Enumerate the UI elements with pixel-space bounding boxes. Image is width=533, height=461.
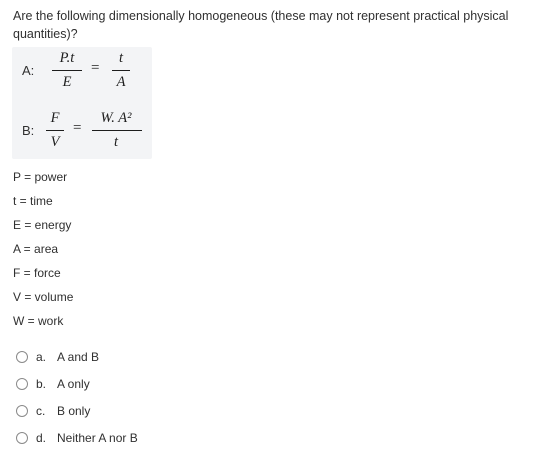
definition-energy: E = energy bbox=[13, 218, 72, 232]
option-b-letter: b. bbox=[36, 377, 47, 391]
formula-a-left-denominator: E bbox=[62, 74, 72, 90]
formula-b-left-fraction-bar bbox=[46, 130, 64, 131]
option-b-label: A only bbox=[57, 377, 90, 391]
formula-a-equals: = bbox=[91, 60, 100, 76]
radio-option-c[interactable] bbox=[16, 405, 28, 417]
definition-volume: V = volume bbox=[13, 290, 74, 304]
option-c-letter: c. bbox=[36, 404, 46, 418]
question-line-1: Are the following dimensionally homogeneous (these may not represent practical physical bbox=[13, 9, 509, 23]
definition-power: P = power bbox=[13, 170, 68, 184]
option-b[interactable] bbox=[16, 375, 216, 393]
radio-option-a[interactable] bbox=[16, 351, 28, 363]
option-c[interactable] bbox=[16, 402, 216, 420]
formula-b-right-denominator: t bbox=[113, 134, 119, 150]
formula-panel bbox=[12, 47, 152, 159]
formula-b-equals: = bbox=[73, 120, 82, 136]
option-a-label: A and B bbox=[57, 350, 100, 364]
definition-work: W = work bbox=[13, 314, 64, 328]
formula-a-left-fraction-bar bbox=[52, 70, 82, 71]
option-d-label: Neither A nor B bbox=[57, 431, 138, 445]
option-c-label: B only bbox=[57, 404, 91, 418]
definition-area: A = area bbox=[13, 242, 59, 256]
option-a-letter: a. bbox=[36, 350, 47, 364]
formula-b-right-numerator: W. A² bbox=[100, 110, 132, 126]
formula-a-right-denominator: A bbox=[116, 74, 126, 90]
radio-option-d[interactable] bbox=[16, 432, 28, 444]
question-text bbox=[13, 7, 525, 43]
formula-b-label: B: bbox=[22, 123, 35, 138]
option-a[interactable] bbox=[16, 348, 216, 366]
formula-a-label: A: bbox=[22, 63, 35, 78]
radio-option-b[interactable] bbox=[16, 378, 28, 390]
formula-b-left-denominator: V bbox=[50, 134, 60, 150]
formula-a-left-numerator: P.t bbox=[59, 50, 75, 66]
formula-a-right-numerator: t bbox=[118, 50, 124, 66]
question-line-2: quantities)? bbox=[13, 27, 78, 41]
formula-b-left-numerator: F bbox=[50, 110, 60, 126]
formula-a-right-fraction-bar bbox=[112, 70, 130, 71]
definition-time: t = time bbox=[13, 194, 53, 208]
option-d-letter: d. bbox=[36, 431, 47, 445]
option-d[interactable] bbox=[16, 429, 216, 447]
formula-b-right-fraction-bar bbox=[92, 130, 142, 131]
definition-force: F = force bbox=[13, 266, 61, 280]
